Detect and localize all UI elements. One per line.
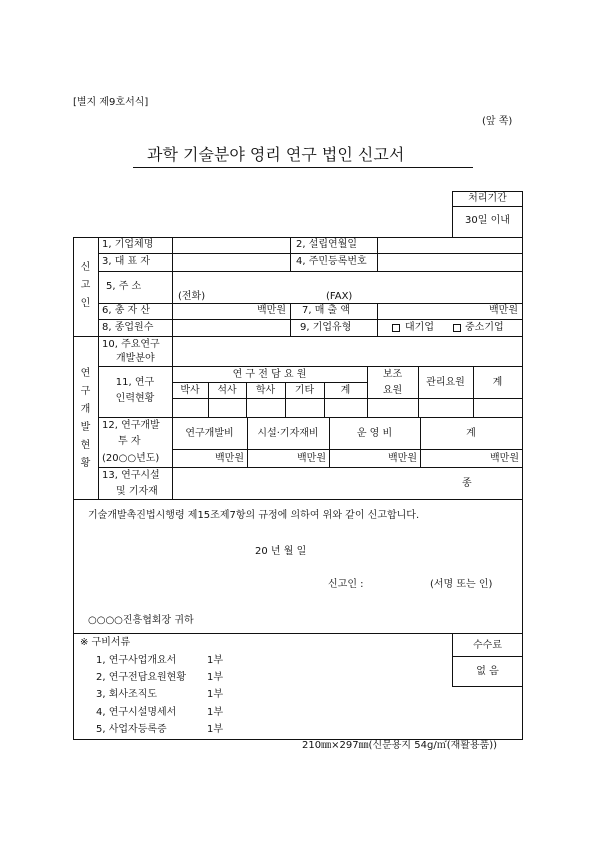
facility-cost-header: 시설·기자재비 bbox=[257, 428, 319, 439]
facility-cost-unit: 백만원 bbox=[297, 453, 326, 464]
fee-label: 수수료 bbox=[473, 640, 502, 651]
applicant-section-char-3: 인 bbox=[80, 298, 91, 309]
rnd-section-char-2: 구 bbox=[80, 386, 91, 397]
processing-label: 처리기간 bbox=[468, 193, 507, 204]
total-assets-unit: 백만원 bbox=[257, 305, 286, 316]
establishment-date-label: 2, 설립연월일 bbox=[296, 239, 358, 250]
ceo-label: 3, 대 표 자 bbox=[102, 256, 151, 267]
addressee: ○○○○진흥협회장 귀하 bbox=[88, 615, 194, 626]
degree-other: 기타 bbox=[294, 385, 315, 396]
investment-total-header: 계 bbox=[466, 428, 476, 439]
document-item-qty: 1부 bbox=[207, 689, 224, 700]
document-item-name: 3, 회사조직도 bbox=[96, 689, 158, 700]
admin-staff-header: 관리요원 bbox=[426, 377, 465, 388]
resident-number-label: 4, 주민등록번호 bbox=[296, 256, 367, 267]
operating-cost-unit: 백만원 bbox=[388, 453, 417, 464]
front-side-label: (앞 쪽) bbox=[482, 116, 513, 127]
form-reference: [별지 제9호서식] bbox=[73, 97, 149, 108]
sales-unit: 백만원 bbox=[489, 305, 518, 316]
assistant-header-2: 요원 bbox=[382, 385, 403, 396]
rnd-cost-header: 연구개발비 bbox=[185, 428, 234, 439]
rnd-section-char-5: 현 bbox=[80, 440, 91, 451]
sales-label: 7, 매 출 액 bbox=[302, 305, 351, 316]
rnd-cost-unit: 백만원 bbox=[215, 453, 244, 464]
degree-phd: 박사 bbox=[180, 385, 200, 396]
sme-label: 중소기업 bbox=[465, 322, 504, 333]
operating-cost-header: 운 영 비 bbox=[356, 428, 393, 439]
facilities-unit: 종 bbox=[462, 478, 472, 489]
main-field-label-2: 개발분야 bbox=[116, 353, 155, 364]
manpower-label-2: 인력현황 bbox=[115, 393, 155, 404]
applicant-section-char-2: 고 bbox=[80, 280, 91, 291]
large-company-label: 대기업 bbox=[405, 322, 434, 333]
paper-spec: 210㎜×297㎜(신문용지 54g/㎡(재활용품)) bbox=[302, 740, 498, 751]
main-field-label-1: 10, 주요연구 bbox=[102, 339, 160, 350]
degree-total: 계 bbox=[340, 385, 351, 396]
assistant-header-1: 보조 bbox=[382, 369, 403, 380]
document-item-qty: 1부 bbox=[207, 724, 224, 735]
processing-value: 30일 이내 bbox=[465, 215, 510, 226]
rnd-section-char-4: 발 bbox=[80, 422, 91, 433]
degree-masters: 석사 bbox=[217, 385, 237, 396]
address-label: 5, 주 소 bbox=[106, 281, 142, 292]
declaration-text: 기술개발촉진법시행령 제15조제7항의 규정에 의하여 위와 같이 신고합니다. bbox=[88, 510, 420, 521]
signature-label: (서명 또는 인) bbox=[430, 579, 493, 590]
manpower-total-header: 계 bbox=[492, 377, 503, 388]
rnd-section-char-6: 황 bbox=[80, 458, 91, 469]
investment-label-3: (20○○년도) bbox=[102, 453, 160, 464]
company-type-label: 9, 기업유형 bbox=[300, 322, 352, 333]
form-title: 과학 기술분야 영리 연구 법인 신고서 bbox=[147, 145, 405, 164]
document-item-qty: 1부 bbox=[207, 707, 224, 718]
company-name-label: 1, 기업체명 bbox=[102, 239, 154, 250]
investment-total-unit: 백만원 bbox=[490, 453, 519, 464]
total-assets-label: 6, 총 자 산 bbox=[102, 305, 151, 316]
document-item-qty: 1부 bbox=[207, 655, 224, 666]
document-item-name: 1, 연구사업개요서 bbox=[96, 655, 177, 666]
document-item-name: 5, 사업자등록증 bbox=[96, 724, 167, 735]
investment-label-2: 투 자 bbox=[118, 436, 141, 447]
manpower-label-1: 11, 연구 bbox=[115, 377, 155, 388]
employees-label: 8, 종업원수 bbox=[102, 322, 154, 333]
large-company-checkbox[interactable] bbox=[392, 324, 400, 332]
investment-label-1: 12, 연구개발 bbox=[102, 420, 160, 431]
rnd-section-char-3: 개 bbox=[80, 404, 91, 415]
document-item-name: 2, 연구전담요원현황 bbox=[96, 672, 186, 683]
document-item-name: 4, 연구시설명세서 bbox=[96, 707, 177, 718]
date-line: 20 년 월 일 bbox=[255, 546, 307, 557]
dedicated-researchers-header: 연 구 전 담 요 원 bbox=[232, 369, 307, 380]
phone-label: (전화) bbox=[178, 291, 206, 302]
title-underline bbox=[133, 167, 473, 168]
documents-title: ※ 구비서류 bbox=[80, 637, 131, 648]
rnd-section-char-1: 연 bbox=[80, 368, 91, 379]
facilities-label-1: 13, 연구시설 bbox=[102, 470, 160, 481]
facilities-label-2: 및 기자재 bbox=[116, 486, 158, 497]
document-item-qty: 1부 bbox=[207, 672, 224, 683]
fax-label: (FAX) bbox=[326, 291, 353, 302]
applicant-section-char-1: 신 bbox=[80, 262, 91, 273]
sme-checkbox[interactable] bbox=[453, 324, 461, 332]
degree-bachelors: 학사 bbox=[255, 385, 276, 396]
fee-value: 없 음 bbox=[476, 666, 499, 677]
declarant-label: 신고인 : bbox=[328, 579, 364, 590]
